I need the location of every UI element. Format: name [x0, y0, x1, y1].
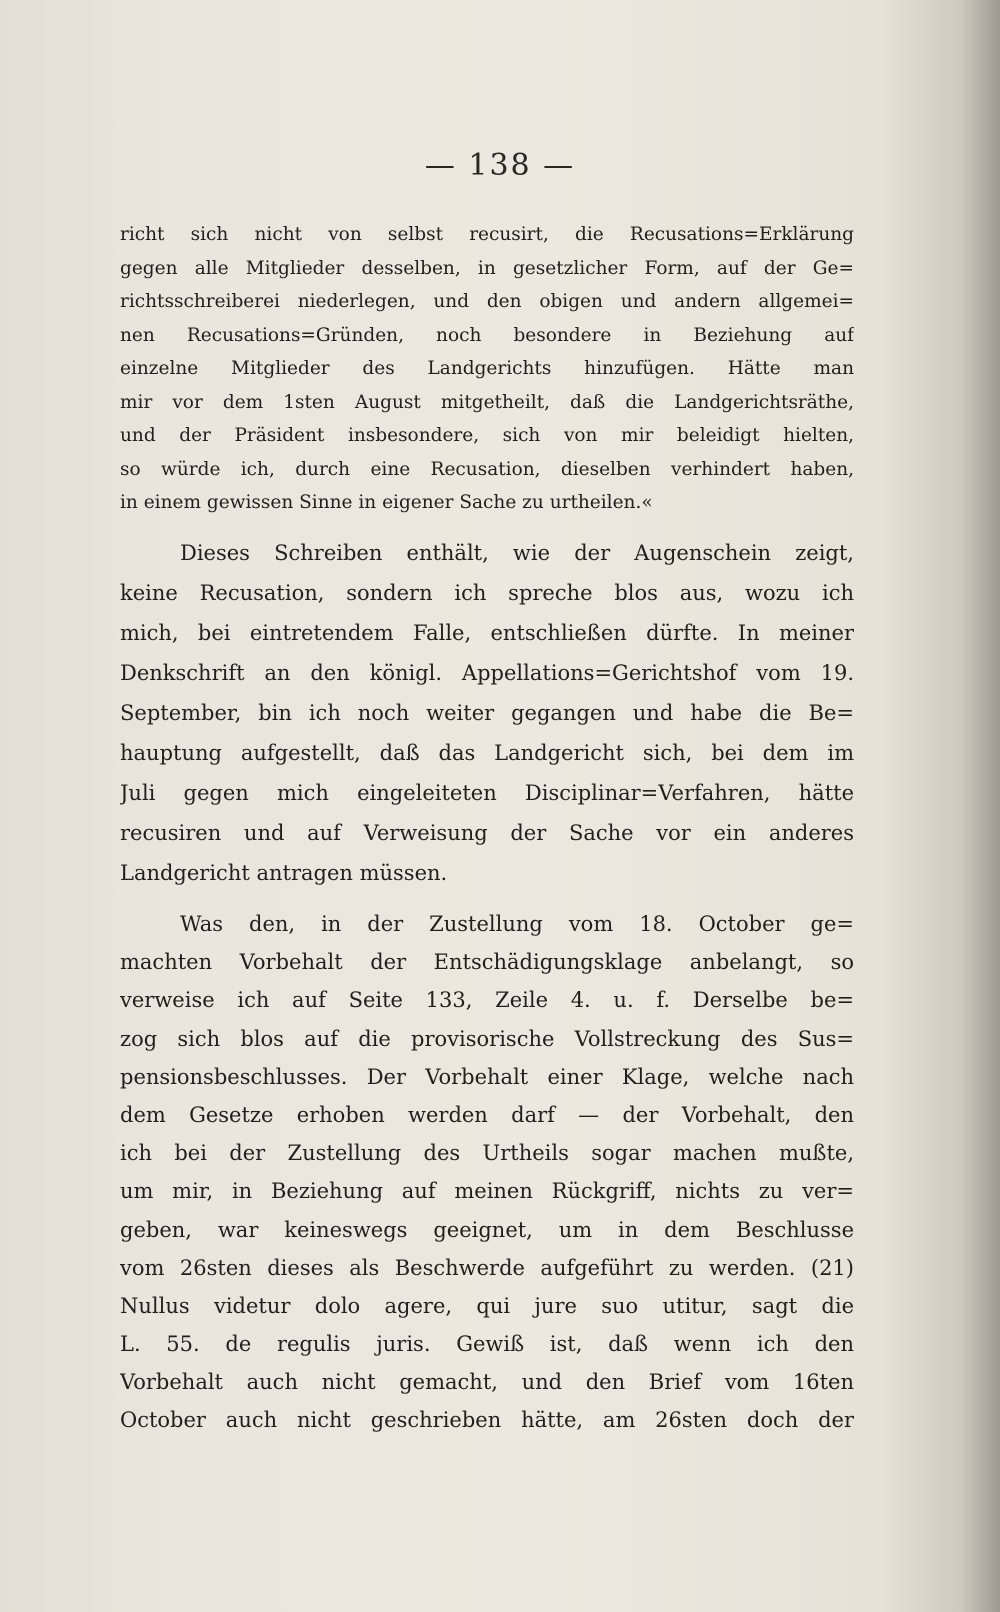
text-line: richtsschreiberei niederlegen, und den obigen und andern allgemei= — [120, 291, 854, 312]
text-line: vom 26sten dieses als Beschwerde aufgeführt zu werden. (21) — [120, 1255, 854, 1280]
text-line: um mir, in Beziehung auf meinen Rückgriff, nichts zu ver= — [120, 1179, 854, 1204]
text-line: zog sich blos auf die provisorische Vollstreckung des Sus= — [120, 1026, 854, 1051]
paragraph-3 — [120, 905, 854, 1440]
text-line: ich bei der Zustellung des Urtheils sogar machen mußte, — [120, 1141, 854, 1166]
text-line: Denkschrift an den königl. Appellations=Gerichtshof vom 19. — [120, 661, 854, 685]
text-line: geben, war keineswegs geeignet, um in dem Beschlusse — [120, 1217, 854, 1242]
text-line: Dieses Schreiben enthält, wie der Augenschein zeigt, — [180, 541, 854, 565]
text-line: October auch nicht geschrieben hätte, am 26sten doch der — [120, 1408, 854, 1433]
text-line: und der Präsident insbesondere, sich von mir beleidigt hielten, — [120, 425, 854, 446]
text-line: in einem gewissen Sinne in eigener Sache zu urtheilen.« — [120, 492, 653, 513]
text-line: September, bin ich noch weiter gegangen und habe die Be= — [120, 701, 854, 725]
text-line: keine Recusation, sondern ich spreche blos aus, wozu ich — [120, 581, 854, 605]
text-line: mich, bei eintretendem Falle, entschließen dürfte. In meiner — [120, 621, 854, 645]
paragraph-2 — [120, 533, 854, 893]
page-number: — 138 — — [424, 148, 576, 183]
paragraph-1 — [120, 218, 854, 520]
text-line: gegen alle Mitglieder desselben, in gesetzlicher Form, auf der Ge= — [120, 257, 854, 279]
text-line: einzelne Mitglieder des Landgerichts hinzufügen. Hätte man — [120, 358, 854, 379]
text-line: Juli gegen mich eingeleiteten Disciplinar=Verfahren, hätte — [120, 781, 854, 805]
text-line: nen Recusations=Gründen, noch besondere in Beziehung auf — [120, 324, 854, 346]
text-line: mir vor dem 1sten August mitgetheilt, daß die Landgerichtsräthe, — [120, 391, 854, 413]
text-line: verweise ich auf Seite 133, Zeile 4. u. f. Derselbe be= — [120, 988, 854, 1013]
text-line: dem Gesetze erhoben werden darf — der Vorbehalt, den — [120, 1102, 854, 1127]
text-line: so würde ich, durch eine Recusation, dieselben verhindert haben, — [120, 458, 854, 480]
text-line: Vorbehalt auch nicht gemacht, und den Brief vom 16ten — [120, 1370, 854, 1395]
text-line: machten Vorbehalt der Entschädigungsklage anbelangt, so — [120, 950, 854, 975]
text-line: Landgericht antragen müssen. — [120, 861, 448, 885]
text-line: hauptung aufgestellt, daß das Landgericht sich, bei dem im — [120, 741, 854, 765]
text-line: pensionsbeschlusses. Der Vorbehalt einer Klage, welche nach — [120, 1064, 854, 1089]
text-line: L. 55. de regulis juris. Gewiß ist, daß wenn ich den — [120, 1332, 854, 1357]
text-line: richt sich nicht von selbst recusirt, die Recusations=Erklärung — [120, 224, 854, 245]
text-line: Nullus videtur dolo agere, qui jure suo utitur, sagt die — [120, 1293, 854, 1318]
text-line: recusiren und auf Verweisung der Sache vor ein anderes — [120, 821, 854, 845]
text-line: Was den, in der Zustellung vom 18. October ge= — [180, 912, 854, 936]
